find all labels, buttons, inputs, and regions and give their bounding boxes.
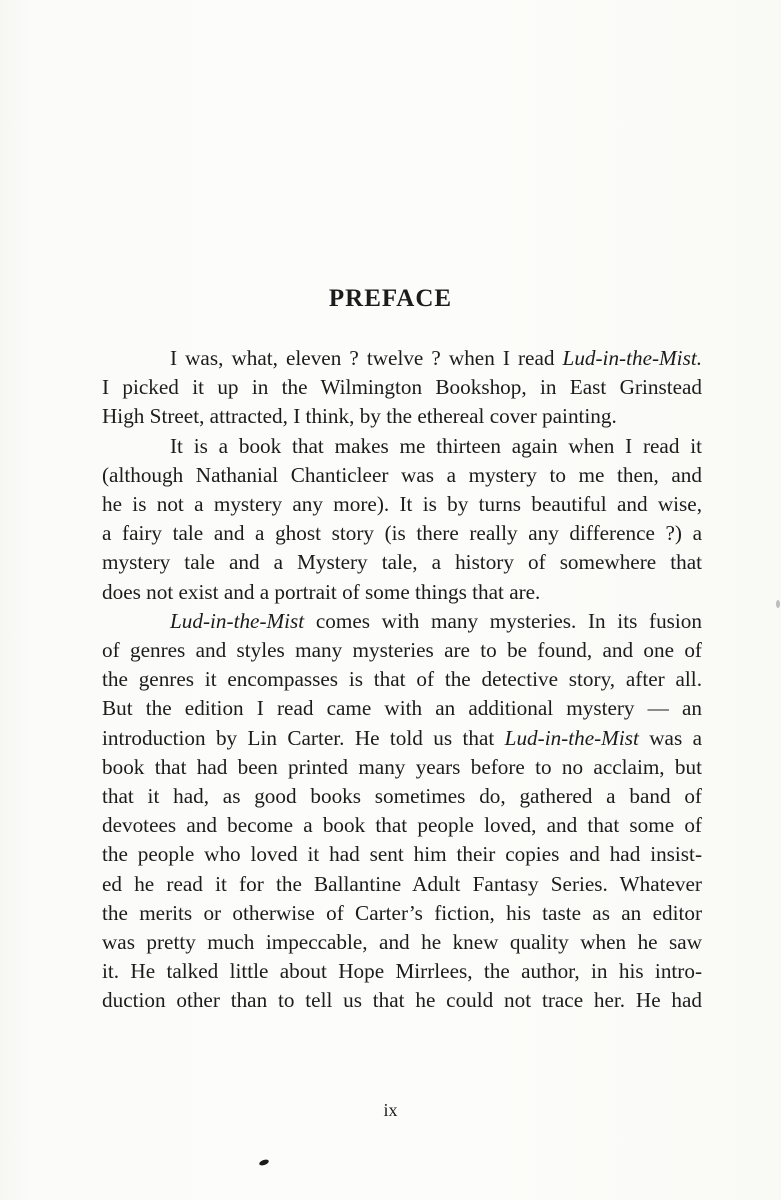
book-title-italic: Lud-in-the-Mist. bbox=[562, 346, 702, 370]
text-line bbox=[102, 694, 702, 723]
text-run: he is not a mystery any more). It is by turns beautiful and wise, bbox=[102, 492, 702, 517]
page-number: ix bbox=[383, 1100, 398, 1120]
text-run: High Street, attracted, I think, by the ethereal cover painting. bbox=[102, 404, 617, 429]
book-title-italic: Lud-in-the-Mist bbox=[170, 608, 305, 633]
ink-speck bbox=[258, 1158, 269, 1166]
text-run: introduction by Lin Carter. He told us that bbox=[102, 725, 505, 750]
page-title: PREFACE bbox=[328, 285, 453, 312]
text-run: was pretty much impeccable, and he knew quality when he saw bbox=[102, 930, 702, 955]
text-line bbox=[102, 432, 702, 461]
text-line bbox=[102, 724, 702, 753]
text-run: that it had, as good books sometimes do, gathered a band of bbox=[102, 784, 702, 809]
text-line bbox=[102, 490, 702, 519]
text-run: I picked it up in the Wilmington Bookshop, in East Grinstead bbox=[102, 375, 702, 400]
text-line bbox=[102, 636, 702, 665]
text-run: was a bbox=[638, 725, 702, 750]
paragraph bbox=[102, 607, 702, 1016]
text-line bbox=[102, 928, 702, 957]
text-line bbox=[102, 607, 702, 636]
text-line bbox=[102, 548, 702, 577]
text-run: the people who loved it had sent him their copies and had insist- bbox=[102, 842, 702, 867]
text-line bbox=[102, 373, 702, 402]
text-run: comes with many mysteries. In its fusion bbox=[304, 608, 702, 633]
text-run: It is a book that makes me thirteen again when I read it bbox=[170, 433, 702, 458]
text-run: (although Nathanial Chanticleer was a mystery to me then, and bbox=[102, 462, 702, 487]
text-line bbox=[102, 753, 702, 782]
text-run: the genres it encompasses is that of the detective story, after all. bbox=[102, 667, 702, 692]
text-line bbox=[102, 519, 702, 548]
text-run: book that had been printed many years before to no acclaim, but bbox=[102, 754, 702, 779]
text-line bbox=[102, 578, 702, 607]
text-line bbox=[102, 870, 702, 899]
text-run: ed he read it for the Ballantine Adult Fantasy Series. Whatever bbox=[102, 871, 702, 896]
text-run: a fairy tale and a ghost story (is there really any difference ?) a bbox=[102, 521, 702, 546]
text-line bbox=[102, 957, 702, 986]
text-run: duction other than to tell us that he could not trace her. He had bbox=[102, 988, 702, 1013]
text-run: But the edition I read came with an additional mystery — an bbox=[102, 696, 702, 721]
text-run: I was, what, eleven ? twelve ? when I read bbox=[170, 346, 563, 370]
preface-body bbox=[102, 344, 702, 1016]
page-mark bbox=[776, 600, 780, 608]
text-run: of genres and styles many mysteries are to be found, and one of bbox=[102, 638, 702, 663]
text-run: does not exist and a portrait of some things that are. bbox=[102, 579, 541, 604]
book-title-italic: Lud-in-the-Mist bbox=[504, 725, 639, 750]
text-line bbox=[102, 986, 702, 1015]
text-line bbox=[102, 665, 702, 694]
text-line bbox=[102, 461, 702, 490]
text-line bbox=[102, 899, 702, 928]
text-run: devotees and become a book that people loved, and that some of bbox=[102, 813, 702, 838]
text-line bbox=[102, 344, 702, 373]
paragraph bbox=[102, 344, 702, 432]
text-run: mystery tale and a Mystery tale, a history of somewhere that bbox=[102, 550, 702, 575]
text-line bbox=[102, 840, 702, 869]
text-line bbox=[102, 782, 702, 811]
text-line bbox=[102, 811, 702, 840]
paragraph bbox=[102, 432, 702, 607]
text-run: it. He talked little about Hope Mirrlees, the author, in his intro- bbox=[102, 959, 702, 984]
text-line bbox=[102, 402, 702, 431]
text-run: the merits or otherwise of Carter’s fiction, his taste as an editor bbox=[102, 900, 702, 925]
